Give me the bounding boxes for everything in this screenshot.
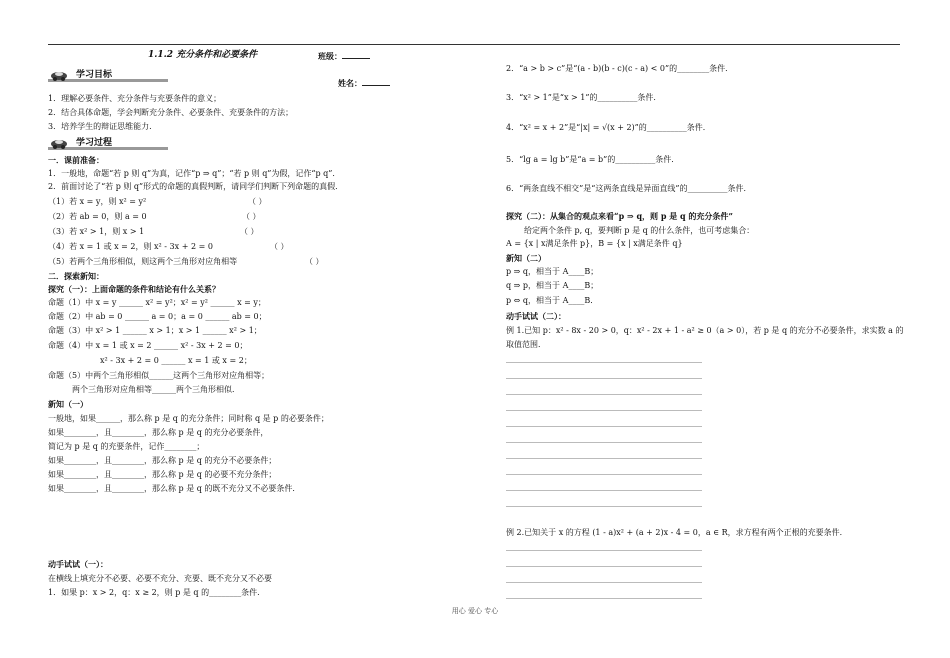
explore-1: 探究（一）：上面命题的条件和结论有什么关系？ xyxy=(48,284,220,294)
judge-paren-4: （ ） xyxy=(270,242,289,251)
process-section-header xyxy=(48,138,198,152)
explore-2: 探究（二）：从集合的观点来看“p ⇒ q，则 p 是 q 的充分条件” xyxy=(506,211,733,221)
explore-2-c: A = {x | x满足条件 p}，B = {x | x满足条件 q} xyxy=(506,239,683,248)
car-icon xyxy=(50,138,68,149)
prop-1: 命题（1）中 x = y ______ x² = y²；x² = y² ______ x = y； xyxy=(48,298,266,307)
question-6: 6．“两条直线不相交”是“这两条直线是异面直线”的__________条件． xyxy=(506,184,752,193)
goals-title: 学习目标 xyxy=(76,70,113,80)
try1-title: 动手试试（一）： xyxy=(48,559,108,569)
new1-line-2: 如果________，且________，那么称 p 是 q 的充分必要条件， xyxy=(48,428,269,437)
answer-line xyxy=(506,598,702,599)
answer-line xyxy=(506,490,702,491)
new2-line-3: p ⇔ q，相当于 A____B． xyxy=(506,296,599,305)
judge-paren-2: （ ） xyxy=(242,212,261,221)
judge-3: （3）若 x² > 1，则 x > 1 xyxy=(48,227,145,236)
explore-2-b: 给定两个条件 p, q，要判断 p 是 q 的什么条件，也可考虑集合： xyxy=(524,226,755,235)
answer-line xyxy=(506,582,702,583)
prop-3: 命题（3）中 x² > 1 ______ x > 1；x > 1 ______ x² > 1； xyxy=(48,326,262,335)
new2-line-2: q ⇒ p，相当于 A____B； xyxy=(506,281,599,290)
car-icon xyxy=(50,70,68,81)
prop-2: 命题（2）中 ab = 0 ______ a = 0；a = 0 ______ ab = 0； xyxy=(48,312,267,321)
process-title: 学习过程 xyxy=(76,138,113,148)
new1-line-5: 如果________，且________，那么称 p 是 q 的必要不充分条件； xyxy=(48,470,277,479)
example-1: 例 1.已知 p：x² - 8x - 20 > 0，q：x² - 2x + 1 - a² ≥ 0（a > 0），若 p 是 q 的充分不必要条件，求实数 a 的 xyxy=(506,326,904,335)
answer-line xyxy=(506,506,702,507)
name-label: 姓名： xyxy=(338,78,390,89)
answer-line xyxy=(506,394,702,395)
try2-title: 动手试试（二）： xyxy=(506,311,566,321)
answer-line xyxy=(506,442,702,443)
prep-2: 2．前面讨论了“若 p 则 q”形式的命题的真假判断，请同学们判断下列命题的真假． xyxy=(48,182,344,191)
judge-paren-5: （ ） xyxy=(305,257,324,266)
question-4: 4．“x² = x + 2”是“|x| = √(x + 2)”的__________条件． xyxy=(506,123,711,132)
class-label: 班级： xyxy=(318,51,370,62)
new1-line-3: 简记为 p 是 q 的充要条件，记作________； xyxy=(48,442,205,451)
answer-line xyxy=(506,426,702,427)
goal-3: 3．培养学生的辩证思维能力. xyxy=(48,122,152,131)
judge-5: （5）若两个三角形相似，则这两个三角形对应角相等 xyxy=(48,257,238,266)
answer-line xyxy=(506,566,702,567)
judge-4: （4）若 x = 1 或 x = 2，则 x² - 3x + 2 = 0 xyxy=(48,242,213,251)
example-2: 例 2.已知关于 x 的方程 (1 - a)x² + (a + 2)x - 4 = 0，a ∈ R，求方程有两个正根的充要条件． xyxy=(506,528,848,537)
answer-line xyxy=(506,550,702,551)
prop-4: 命题（4）中 x = 1 或 x = 2 ______ x² - 3x + 2 = 0； xyxy=(48,341,248,350)
new1-title: 新知（一） xyxy=(48,399,88,409)
judge-paren-3: （ ） xyxy=(240,227,259,236)
prop-5: 命题（5）中两个三角形相似______这两个三角形对应角相等； xyxy=(48,371,270,380)
judge-1: （1）若 x = y，则 x² = y² xyxy=(48,197,147,206)
new1-line-6: 如果________，且________，那么称 p 是 q 的既不充分又不必要条件． xyxy=(48,484,301,493)
question-2: 2．“a > b > c”是“(a - b)(b - c)(c - a) < 0”的________条件． xyxy=(506,64,734,73)
judge-paren-1: （ ） xyxy=(248,197,267,206)
answer-line xyxy=(506,378,702,379)
new2-line-1: p ⇒ q，相当于 A____B； xyxy=(506,267,599,276)
prep-1: 1．一般地，命题“若 p 则 q”为真，记作“p ⇒ q”；“若 p 则 q”为假，记作“p q”． xyxy=(48,169,341,178)
new1-line-1: 一般地，如果______，那么称 p 是 q 的充分条件；同时称 q 是 p 的必要条件； xyxy=(48,414,329,423)
prop-4b: x² - 3x + 2 = 0 ______ x = 1 或 x = 2； xyxy=(100,356,252,365)
prop-5b: 两个三角形对应角相等______两个三角形相似． xyxy=(72,385,240,394)
goal-1: 1．理解必要条件、充分条件与充要条件的意义； xyxy=(48,94,222,103)
answer-line xyxy=(506,362,702,363)
page-footer: 用心 爱心 专心 xyxy=(451,607,499,615)
question-3: 3．“x² > 1”是“x > 1”的__________条件． xyxy=(506,93,662,102)
page-title: 1.1.2 充分条件和必要条件 xyxy=(148,50,258,60)
question-5: 5．“lg a = lg b”是“a = b”的__________条件． xyxy=(506,155,680,164)
judge-2: （2）若 ab = 0，则 a = 0 xyxy=(48,212,147,221)
answer-line xyxy=(506,474,702,475)
goal-2: 2．结合具体命题，学会判断充分条件、必要条件、充要条件的方法； xyxy=(48,108,294,117)
prep-title: 一．课前准备： xyxy=(48,155,104,165)
answer-line xyxy=(506,410,702,411)
example-1-b: 取值范围． xyxy=(506,340,546,349)
new2-title: 新知（二） xyxy=(506,253,546,263)
new-knowledge-title: 二．探索新知： xyxy=(48,271,104,281)
header-rule xyxy=(48,44,900,45)
try1-q1: 1．如果 p：x > 2，q：x ≥ 2，则 p 是 q 的________条件. xyxy=(48,588,260,597)
answer-line xyxy=(506,458,702,459)
goals-section-header xyxy=(48,70,198,84)
try1-desc: 在横线上填充分不必要、必要不充分、充要、既不充分又不必要 xyxy=(48,574,272,583)
new1-line-4: 如果________，且________，那么称 p 是 q 的充分不必要条件； xyxy=(48,456,277,465)
